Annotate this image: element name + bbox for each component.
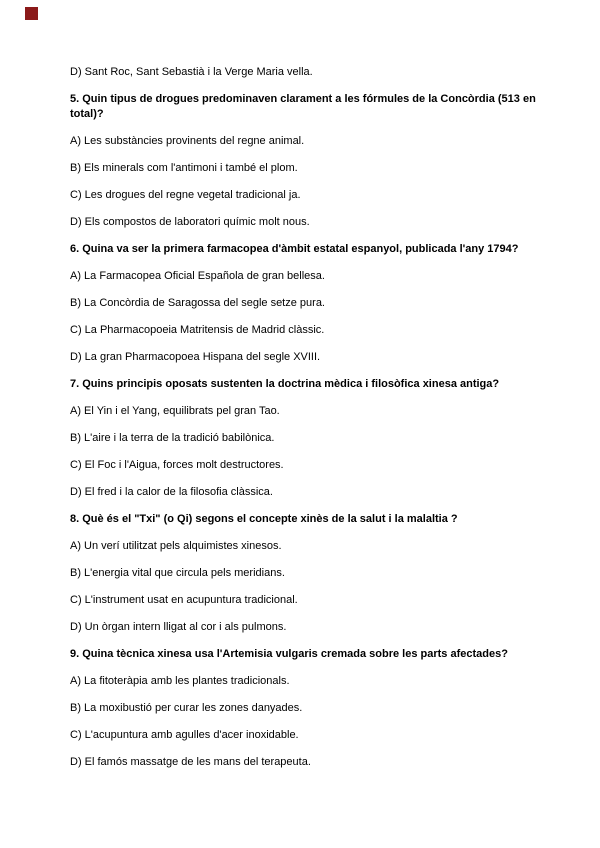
question-7-option-b: B) L'aire i la terra de la tradició babilònica. <box>70 432 275 444</box>
question-9-option-c: C) L'acupuntura amb agulles d'acer inoxidable. <box>70 729 299 741</box>
question-5-option-a: A) Les substàncies provinents del regne animal. <box>70 135 305 147</box>
question-5-text: 5. Quin tipus de drogues predominaven clarament a les fórmules de la Concòrdia (513 en total)? <box>70 93 536 120</box>
question-6-option-b: B) La Concòrdia de Saragossa del segle setze pura. <box>70 297 325 309</box>
question-8-option-c: C) L'instrument usat en acupuntura tradicional. <box>70 594 298 606</box>
previous-question-option-d: D) Sant Roc, Sant Sebastià i la Verge Maria vella. <box>70 66 313 78</box>
question-7-text: 7. Quins principis oposats sustenten la doctrina mèdica i filosòfica xinesa antiga? <box>70 378 500 390</box>
question-9-text: 9. Quina tècnica xinesa usa l'Artemisia vulgaris cremada sobre les parts afectades? <box>70 648 508 660</box>
question-9-option-a: A) La fitoteràpia amb les plantes tradicionals. <box>70 675 290 687</box>
question-8-text: 8. Què és el "Txi" (o Qi) segons el concepte xinès de la salut i la malaltia ? <box>70 513 458 525</box>
quiz-document-page <box>70 65 545 782</box>
question-9-option-b: B) La moxibustió per curar les zones danyades. <box>70 702 303 714</box>
question-8-option-a: A) Un verí utilitzat pels alquimistes xinesos. <box>70 540 282 552</box>
question-6-option-c: C) La Pharmacopoeia Matritensis de Madrid clàssic. <box>70 324 325 336</box>
red-square-marker <box>25 7 38 20</box>
question-5-option-d: D) Els compostos de laboratori químic molt nous. <box>70 216 310 228</box>
question-6-option-a: A) La Farmacopea Oficial Española de gran bellesa. <box>70 270 325 282</box>
question-6-option-d: D) La gran Pharmacopoea Hispana del segle XVIII. <box>70 351 321 363</box>
question-5-option-b: B) Els minerals com l'antimoni i també el plom. <box>70 162 298 174</box>
question-5-option-c: C) Les drogues del regne vegetal tradicional ja. <box>70 189 301 201</box>
question-6-text: 6. Quina va ser la primera farmacopea d'àmbit estatal espanyol, publicada l'any 1794? <box>70 243 519 255</box>
question-8-option-d: D) Un òrgan intern lligat al cor i als pulmons. <box>70 621 287 633</box>
question-9-option-d: D) El famós massatge de les mans del terapeuta. <box>70 756 311 768</box>
question-8-option-b: B) L'energia vital que circula pels meridians. <box>70 567 285 579</box>
question-7-option-a: A) El Yin i el Yang, equilibrats pel gran Tao. <box>70 405 280 417</box>
question-7-option-c: C) El Foc i l'Aigua, forces molt destructores. <box>70 459 284 471</box>
question-7-option-d: D) El fred i la calor de la filosofia clàssica. <box>70 486 273 498</box>
